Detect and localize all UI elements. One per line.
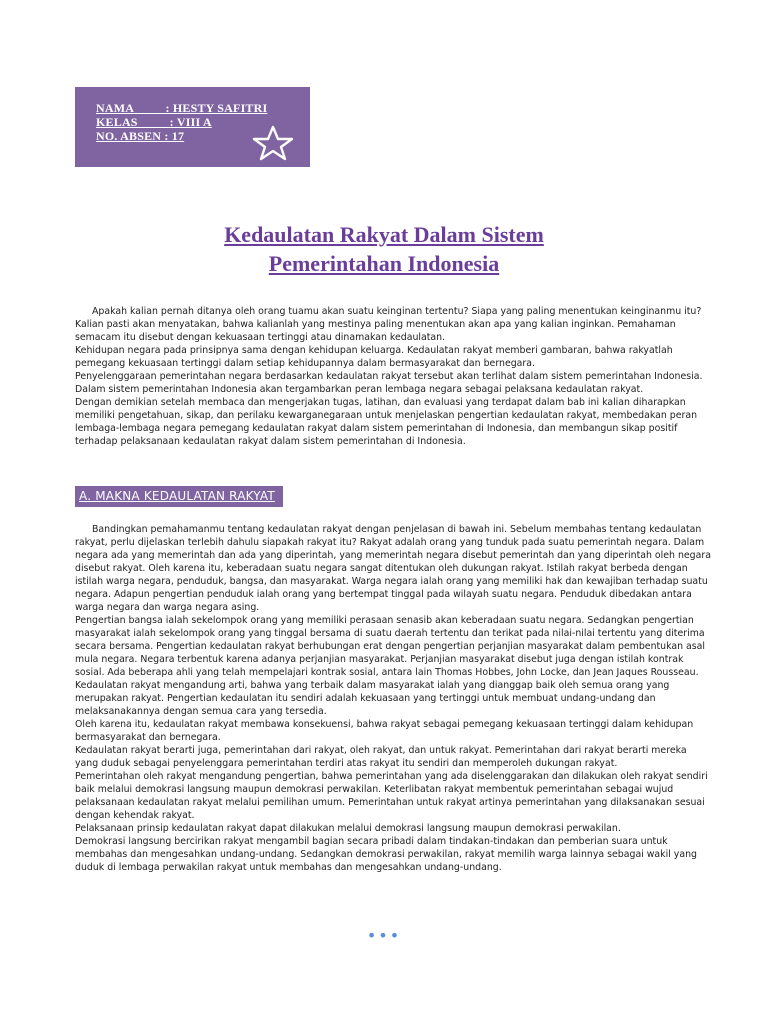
title-line-1: Kedaulatan Rakyat Dalam Sistem — [224, 222, 544, 247]
page-title — [0, 220, 768, 278]
makna-paragraph: Bandingkan pemahamanmu tentang kedaulatan rakyat dengan penjelasan di bawah ini. Sebelum membahas tentang kedaulatan rakyat, perlu dijelaskan terlebih dahulu siapakah rakyat itu? Rakyat adalah orang yang tunduk pada suatu pemerintah negara. Dalam negara ada yang memerintah dan ada yang diperintah, yang memerintah negara disebut pemerintah dan yang diperintah oleh negara disebut rakyat. Oleh karena itu, keberadaan suatu negara sangat ditentukan oleh dukungan rakyat. Istilah rakyat berbeda dengan istilah warga negara, penduduk, bangsa, dan masyarakat. Warga negara ialah orang yang memiliki hak dan kewajiban terhadap suatu negara. Adapun pengertian penduduk ialah orang yang bertempat tinggal pada wilayah suatu negara. Penduduk dibedakan antara warga negara dan warga negara asing. — [75, 524, 711, 613]
makna-paragraph: Pemerintahan oleh rakyat mengandung pengertian, bahwa pemerintahan yang ada diselenggarakan dan dilakukan oleh rakyat sendiri baik melalui demokrasi langsung maupun demokrasi perwakilan. Keterlibatan rakyat membentuk pemerintahan sebagai wujud pelaksanaan kedaulatan rakyat melalui pemilihan umum. Pemerintahan untuk rakyat artinya pemerintahan yang dilaksanakan sesuai dengan kehendak rakyat. — [75, 771, 708, 821]
title-line-2: Pemerintahan Indonesia — [268, 251, 500, 276]
makna-section — [75, 523, 711, 874]
intro-paragraph: Penyelenggaraan pemerintahan negara berdasarkan kedaulatan rakyat tersebut akan terlihat dalam sistem pemerintahan Indonesia. Dalam sistem pemerintahan Indonesia akan tergambarkan peran lembaga negara sebagai pelaksana kedaulatan rakyat. — [75, 371, 703, 395]
makna-paragraph: Pelaksanaan prinsip kedaulatan rakyat dapat dilakukan melalui demokrasi langsung maupun demokrasi perwakilan. — [75, 823, 621, 834]
section-heading-makna: A. MAKNA KEDAULATAN RAKYAT — [75, 486, 283, 507]
makna-paragraph: Demokrasi langsung bercirikan rakyat mengambil bagian secara pribadi dalam tindakan-tindakan dan pemberian suara untuk membahas dan mengesahkan undang-undang. Sedangkan demokrasi perwakilan, rakyat memilih warga lainnya sebagai wakil yang duduk di lembaga perwakilan rakyat untuk membahas dan mengesahkan undang-undang. — [75, 836, 697, 873]
makna-paragraph: Oleh karena itu, kedaulatan rakyat membawa konsekuensi, bahwa rakyat sebagai pemegang kekuasaan tertinggi dalam kehidupan bermasyarakat dan bernegara. — [75, 719, 694, 743]
intro-paragraph: Kehidupan negara pada prinsipnya sama dengan kehidupan keluarga. Kedaulatan rakyat memberi gambaran, bahwa rakyatlah pemegang kekuasaan tertinggi dalam setiap kehidupannya dalam bermasyarakat dan bernegara. — [75, 345, 673, 369]
student-info-box — [75, 87, 310, 167]
makna-paragraph: Kedaulatan rakyat berarti juga, pemerintahan dari rakyat, oleh rakyat, dan untuk rakyat. Pemerintahan dari rakyat berarti mereka yang duduk sebagai penyelenggara pemerintahan terdiri atas rakyat itu sendiri dan memperoleh dukungan rakyat. — [75, 745, 687, 769]
student-class: KELAS : VIII A — [96, 115, 212, 129]
makna-paragraph: Pengertian bangsa ialah sekelompok orang yang memiliki perasaan senasib akan keberadaan suatu negara. Sedangkan pengertian masyarakat ialah sekelompok orang yang tinggal bersama di suatu daerah tertentu dan terikat pada nilai-nilai tertentu yang diterima secara bersama. Pengertian kedaulatan rakyat berhubungan erat dengan pengertian perjanjian masyarakat dalam pembentukan asal mula negara. Negara terbentuk karena adanya perjanjian masyarakat. Perjanjian masyarakat disebut juga dengan istilah kontrak sosial. Ada beberapa ahli yang telah mempelajari kontrak sosial, antara lain Thomas Hobbes, John Locke, dan Jean Jaques Rousseau. Kedaulatan rakyat mengandung arti, bahwa yang terbaik dalam masyarakat ialah yang dianggap baik oleh semua orang yang merupakan rakyat. Pengertian kedaulatan itu sendiri adalah kekuasaan yang tertinggi untuk membuat undang-undang dan melaksanakannya dengan semua cara yang tersedia. — [75, 615, 706, 717]
intro-paragraph: Dengan demikian setelah membaca dan mengerjakan tugas, latihan, dan evaluasi yang terdapat dalam bab ini kalian diharapkan memiliki pengetahuan, sikap, dan perilaku kewarganegaraan untuk menjelaskan pengertian kedaulatan rakyat, membedakan peran lembaga-lembaga negara pemegang kedaulatan rakyat dalam sistem pemerintahan di Indonesia, dan membangun sikap positif terhadap pelaksanaan kedaulatan rakyat dalam sistem pemerintahan di Indonesia. — [75, 397, 698, 447]
student-absen-number: NO. ABSEN : 17 — [96, 129, 185, 143]
student-name: NAMA : HESTY SAFITRI — [96, 101, 268, 115]
intro-paragraph: Apakah kalian pernah ditanya oleh orang tuamu akan suatu keinginan tertentu? Siapa yang paling menentukan keinginanmu itu? Kalian pasti akan menyatakan, bahwa kalianlah yang mestinya paling menentukan akan apa yang kalian inginkan. Pemahaman semacam itu disebut dengan kekuasaan tertinggi atau dinamakan kedaulatan. — [75, 306, 702, 343]
star-icon — [248, 124, 298, 162]
more-pages-dots[interactable]: ••• — [366, 926, 402, 945]
intro-section — [75, 305, 711, 448]
